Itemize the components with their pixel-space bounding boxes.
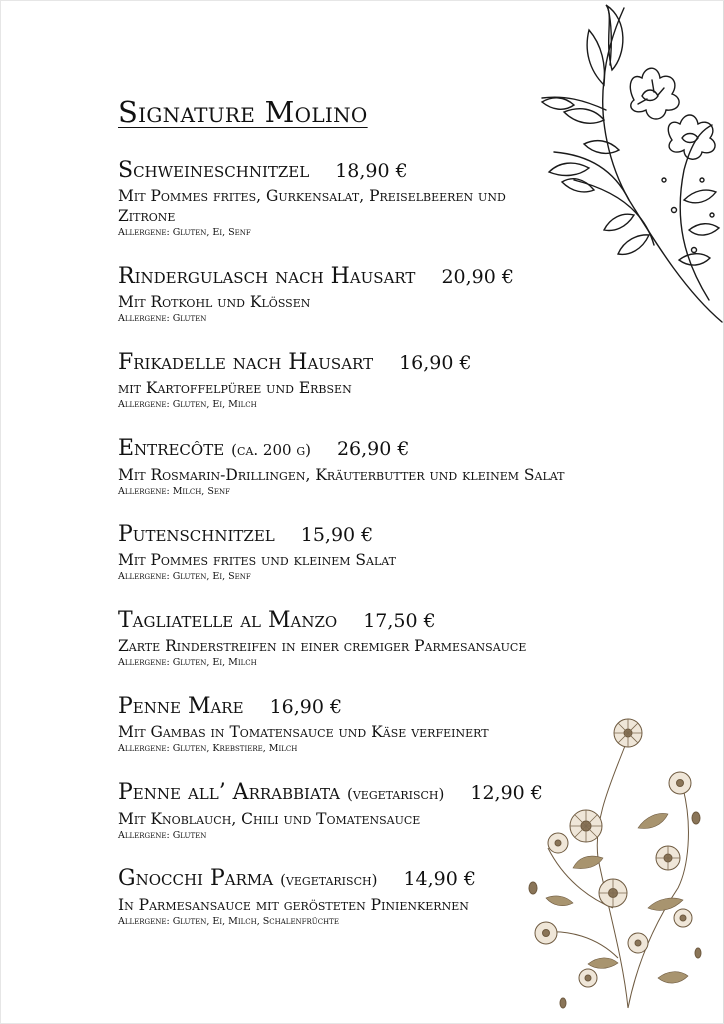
dish-heading <box>118 158 718 184</box>
dish-name: Putenschnitzel <box>118 522 275 547</box>
dish-description: Mit Pommes frites, Gurkensalat, Preiselbeeren und Zitrone <box>118 187 506 225</box>
dish-heading <box>118 780 718 807</box>
dish-description: Mit Knoblauch, Chili und Tomatensauce <box>118 810 421 828</box>
dish-allergens: Allergene: Gluten <box>118 830 207 841</box>
dish-allergens: Allergene: Gluten, Ei, Milch <box>118 399 257 410</box>
dish-description: Zarte Rinderstreifen in einer cremiger Parmesansauce <box>118 637 527 655</box>
dish-price: 16,90 € <box>269 696 343 718</box>
dish-note: (ca. 200 g) <box>231 441 311 459</box>
dish-name: Schweineschnitzel <box>118 158 310 183</box>
menu-item <box>118 264 718 325</box>
menu-item <box>118 350 718 411</box>
dish-description: Mit Pommes frites und kleinem Salat <box>118 551 396 569</box>
dish-price: 14,90 € <box>403 868 476 890</box>
dish-description: Mit Rotkohl und Klössen <box>118 293 311 311</box>
dish-allergens: Allergene: Gluten, Ei, Senf <box>118 571 251 582</box>
dish-allergens: Allergene: Milch, Senf <box>118 486 230 497</box>
menu-item <box>118 522 718 583</box>
menu-item <box>118 780 718 842</box>
dish-heading <box>118 694 718 720</box>
dish-price: 26,90 € <box>336 438 410 460</box>
menu-item <box>118 608 718 669</box>
dish-allergens: Allergene: Gluten, Ei, Senf <box>118 227 251 238</box>
dish-name: Rindergulasch nach Hausart <box>118 264 416 289</box>
dish-name: Frikadelle nach Hausart <box>118 350 374 375</box>
dish-description: Mit Rosmarin-Drillingen, Kräuterbutter und kleinem Salat <box>118 466 565 484</box>
dish-name: Tagliatelle al Manzo <box>118 608 338 633</box>
menu-title: Signature Molino <box>118 95 368 129</box>
dish-allergens: Allergene: Gluten, Krebstiere, Milch <box>118 743 298 754</box>
menu-item <box>118 694 718 755</box>
dish-price: 18,90 € <box>335 160 408 182</box>
dish-description: mit Kartoffelpüree und Erbsen <box>118 379 352 397</box>
dish-price: 12,90 € <box>470 782 543 804</box>
dish-name: Entrecôte <box>118 436 225 461</box>
dish-allergens: Allergene: Gluten, Ei, Milch <box>118 657 257 668</box>
dish-heading <box>118 350 718 376</box>
menu-item <box>118 866 718 928</box>
dish-price: 20,90 € <box>441 266 514 288</box>
dish-allergens: Allergene: Gluten, Ei, Milch, Schalenfrüchte <box>118 916 339 927</box>
dish-allergens: Allergene: Gluten <box>118 313 207 324</box>
dish-name: Penne all’ Arrabbiata <box>118 780 340 805</box>
dish-heading <box>118 608 718 634</box>
dish-name: Gnocchi Parma <box>118 866 274 891</box>
dish-note: (vegetarisch) <box>280 871 378 889</box>
dish-price: 17,50 € <box>363 610 436 632</box>
dish-description: In Parmesansauce mit gerösteten Pinienkernen <box>118 896 469 914</box>
dish-price: 16,90 € <box>399 352 472 374</box>
dish-heading <box>118 522 718 548</box>
dish-description: Mit Gambas in Tomatensauce und Käse verfeinert <box>118 723 489 741</box>
menu-item <box>118 436 718 498</box>
dish-name: Penne Mare <box>118 694 244 719</box>
dish-note: (vegetarisch) <box>347 785 445 803</box>
dish-heading <box>118 264 718 290</box>
menu-item <box>118 158 718 239</box>
dish-heading <box>118 436 718 463</box>
dish-heading <box>118 866 718 893</box>
dish-price: 15,90 € <box>300 524 374 546</box>
